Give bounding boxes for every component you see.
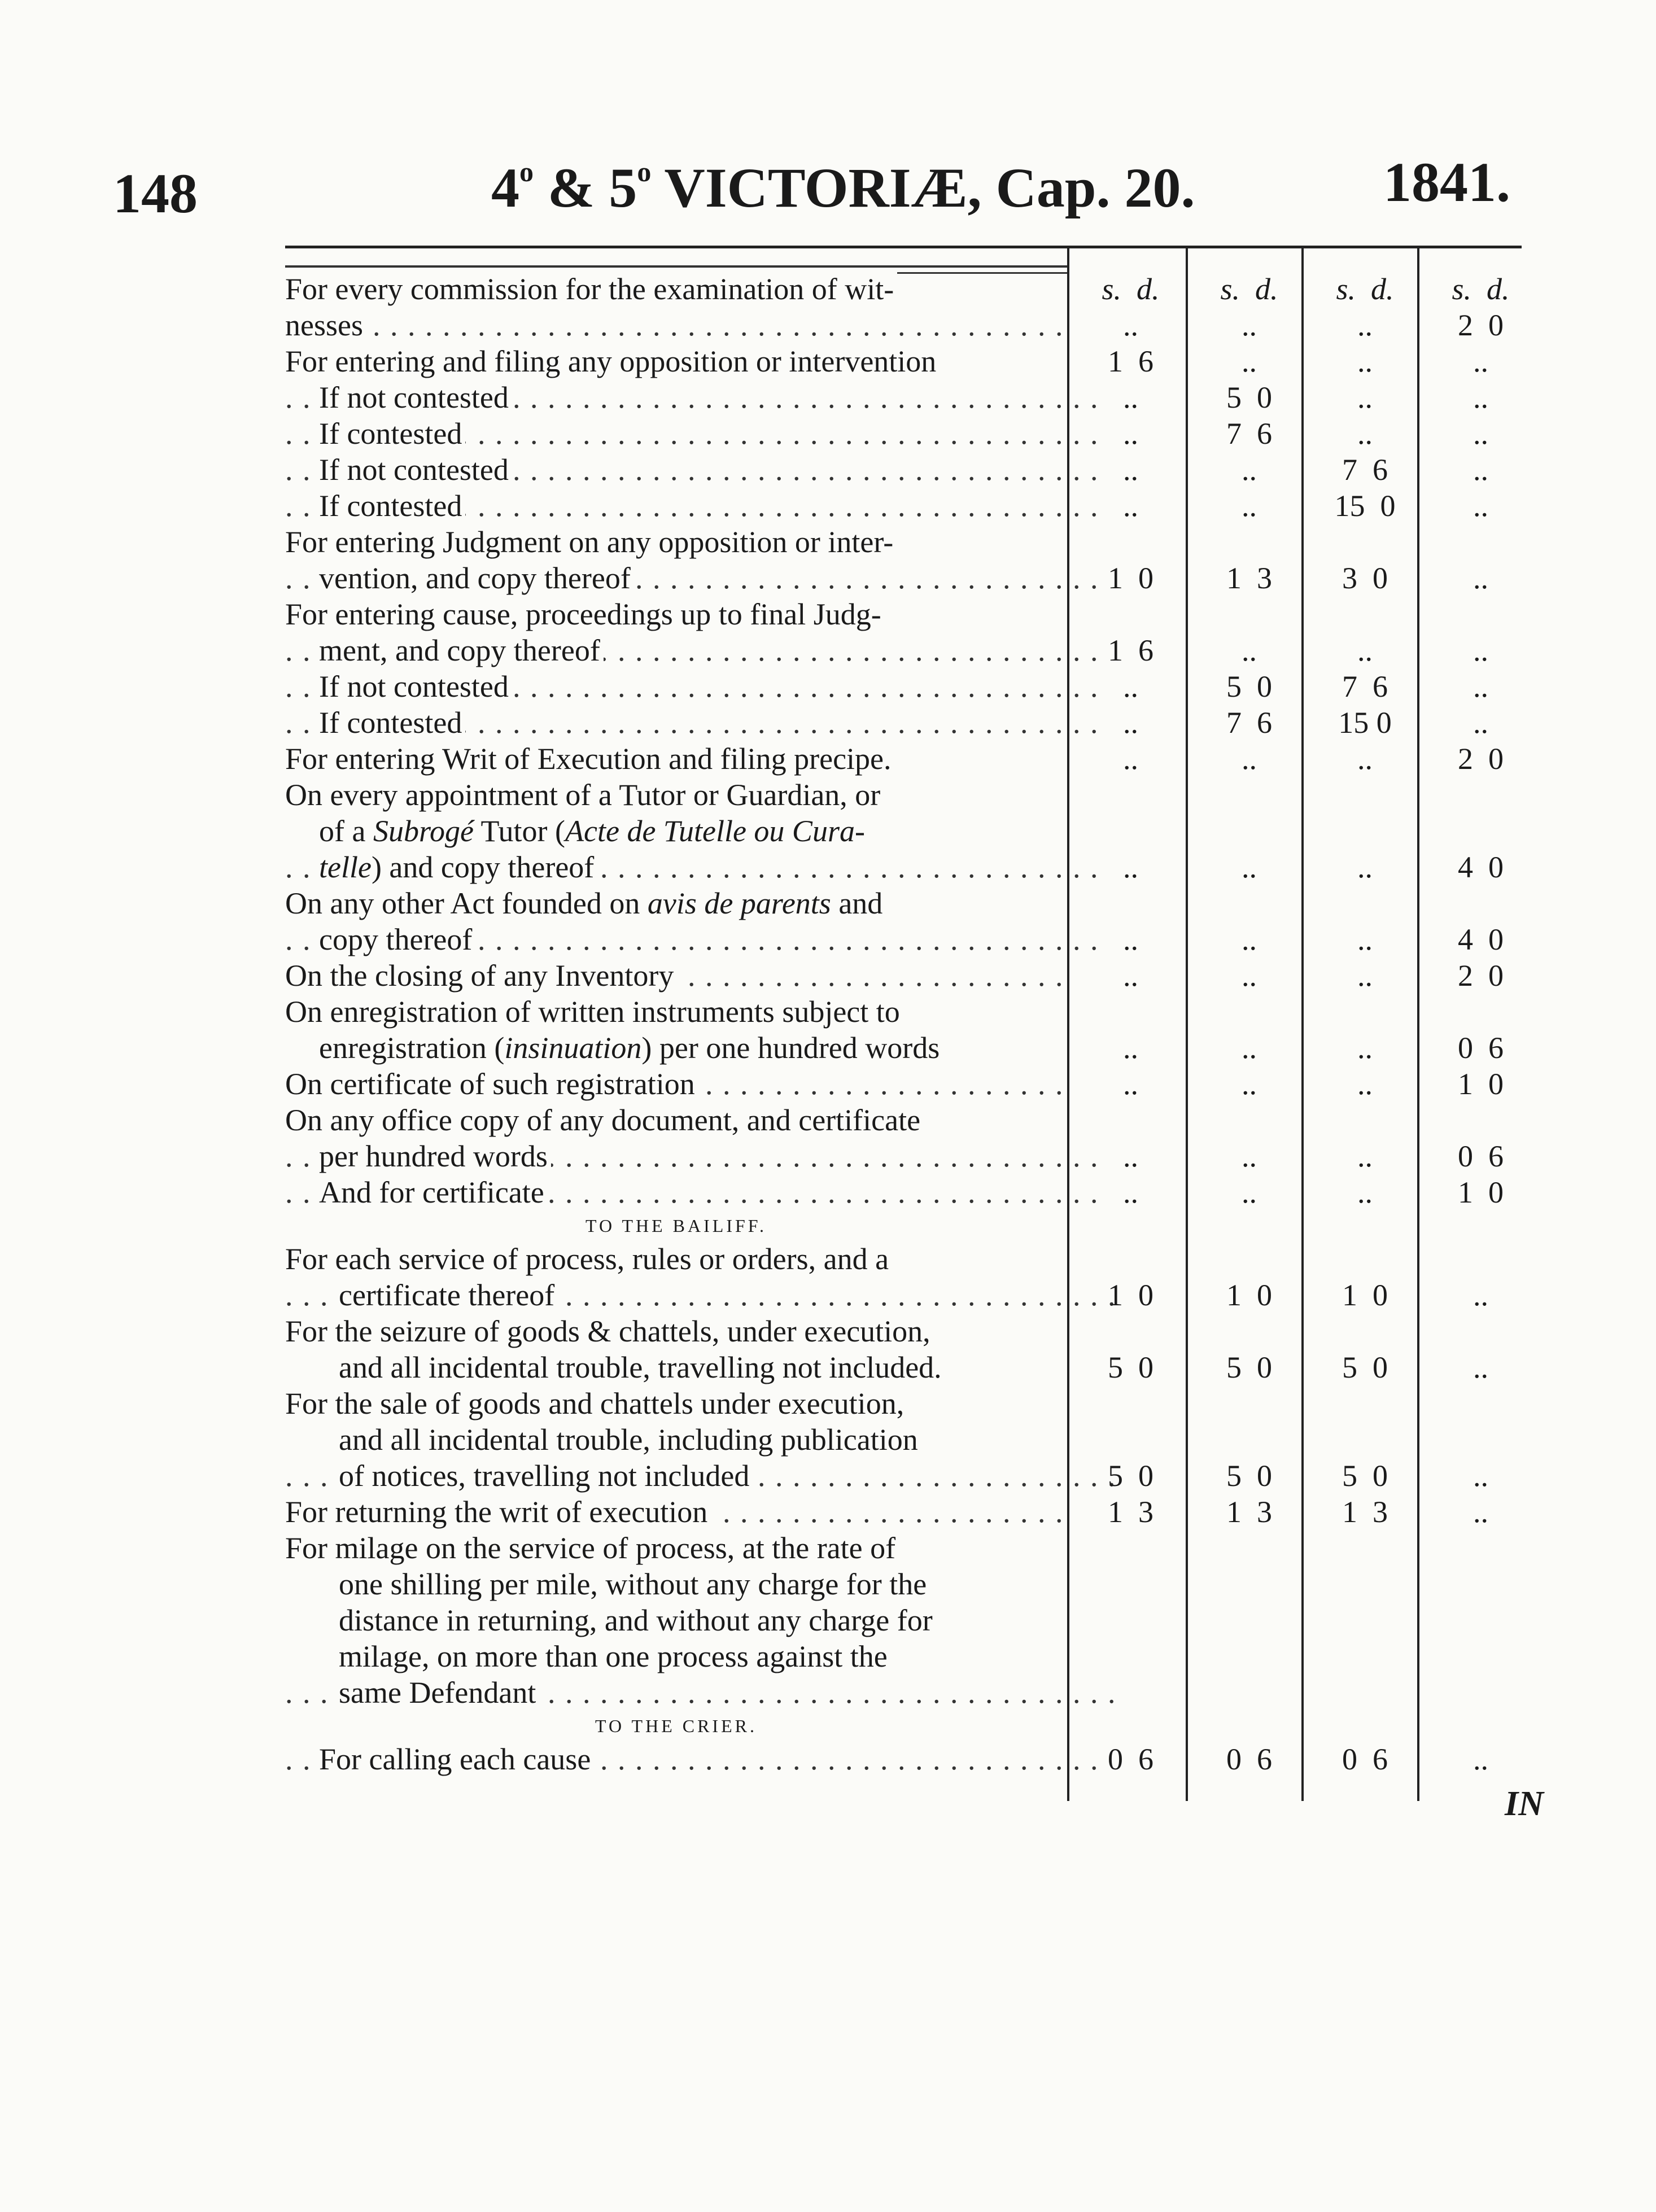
- table-row: [285, 1174, 1527, 1210]
- fee-cell: ..: [1357, 923, 1373, 956]
- fee-description: enregistration (insinuation) per one hundred words: [285, 1030, 1101, 1066]
- fee-cell: 0 6: [1458, 1031, 1504, 1065]
- table-row: [285, 1102, 1527, 1138]
- fee-description: per hundred words . . .: [285, 1138, 1101, 1174]
- fee-description: On enregistration of written instruments subject to: [285, 994, 1067, 1030]
- fee-cell: 2 0: [1458, 742, 1504, 776]
- fee-cell: 1 3: [1342, 1495, 1388, 1529]
- fee-cell: ..: [1242, 1139, 1257, 1173]
- table-top-rule: [285, 265, 1067, 268]
- section-heading: TO THE CRIER.: [595, 1716, 757, 1736]
- fee-cell: 7 6: [1226, 417, 1272, 451]
- fee-cell: ..: [1357, 381, 1373, 414]
- table-row: [285, 1458, 1527, 1494]
- table-row: [285, 994, 1527, 1030]
- table-row: [285, 1313, 1527, 1349]
- fee-cell: 0 6: [1342, 1742, 1388, 1776]
- fee-cell: ..: [1242, 1067, 1257, 1101]
- fee-cell: 1 0: [1226, 1278, 1272, 1312]
- running-title: [491, 155, 1195, 220]
- fee-cell: 1 0: [1108, 1278, 1153, 1312]
- fee-cell: 15 0: [1334, 489, 1396, 523]
- title-degree: o: [637, 156, 652, 187]
- fee-cell: 5 0: [1108, 1459, 1153, 1493]
- header-rule: [285, 246, 1522, 248]
- fee-cell: ..: [1473, 417, 1488, 451]
- column-header: s. d.: [1102, 272, 1160, 306]
- fee-description: For entering cause, proceedings up to final Judg-: [285, 596, 1067, 632]
- table-row: [285, 1066, 1527, 1102]
- fee-cell: ..: [1123, 381, 1138, 414]
- section-heading-row: [285, 1210, 1527, 1241]
- fee-description: If not contested . . .: [285, 452, 1101, 488]
- fee-description: For returning the writ of execution . . .: [285, 1494, 1067, 1530]
- table-row: [285, 777, 1527, 813]
- fee-cell: ..: [1242, 923, 1257, 956]
- fee-description: same Defendant . . .: [285, 1675, 1121, 1711]
- fee-description: certificate thereof . . .: [285, 1277, 1121, 1313]
- fee-cell: ..: [1357, 850, 1373, 884]
- table-row: [285, 1530, 1527, 1566]
- fee-cell: ..: [1123, 670, 1138, 703]
- fee-cell: 1 0: [1458, 1067, 1504, 1101]
- table-row: [285, 741, 1527, 777]
- fee-description: copy thereof . . .: [285, 921, 1101, 958]
- fee-cell: ..: [1357, 633, 1373, 667]
- table-row: [285, 452, 1527, 488]
- fee-cell: ..: [1473, 344, 1488, 378]
- table-row: [285, 416, 1527, 452]
- page-year: 1841.: [1383, 151, 1510, 213]
- fee-cell: ..: [1357, 308, 1373, 342]
- fee-cell: 1 6: [1108, 633, 1153, 667]
- fee-cell: ..: [1473, 633, 1488, 667]
- fee-cell: 5 0: [1226, 670, 1272, 703]
- fee-cell: 2 0: [1458, 959, 1504, 993]
- table-row: [285, 885, 1527, 921]
- table-row: [285, 1638, 1527, 1675]
- table-row: [285, 307, 1527, 343]
- fee-cell: ..: [1123, 417, 1138, 451]
- section-heading: TO THE BAILIFF.: [585, 1216, 767, 1236]
- table-row: [285, 488, 1527, 524]
- fee-cell: 15 0: [1338, 706, 1392, 740]
- fee-description: On the closing of any Inventory . . .: [285, 958, 1067, 994]
- fee-description: On any other Act founded on avis de parents and: [285, 885, 1067, 921]
- fee-cell: ..: [1357, 417, 1373, 451]
- fee-cell: ..: [1357, 742, 1373, 776]
- fee-cell: 0 6: [1458, 1139, 1504, 1173]
- table-row: [285, 524, 1527, 560]
- table-row: [285, 1349, 1527, 1385]
- table-row: [285, 958, 1527, 994]
- fee-cell: ..: [1473, 453, 1488, 487]
- table-row: [285, 560, 1527, 596]
- fee-description: If not contested . . .: [285, 379, 1101, 416]
- fee-cell: ..: [1242, 633, 1257, 667]
- fee-description: If not contested . . .: [285, 668, 1101, 705]
- fee-description: For milage on the service of process, at the rate of: [285, 1530, 1067, 1566]
- fee-cell: ..: [1242, 1031, 1257, 1065]
- title-part: 4: [491, 156, 519, 219]
- fee-cell: ..: [1473, 1278, 1488, 1312]
- fee-cell: ..: [1242, 742, 1257, 776]
- fee-description: For entering and filing any opposition or intervention: [285, 343, 1067, 379]
- fee-description: milage, on more than one process against the: [285, 1638, 1121, 1675]
- fee-cell: 5 0: [1226, 381, 1272, 414]
- fee-cell: ..: [1123, 1067, 1138, 1101]
- fee-cell: ..: [1123, 923, 1138, 956]
- fee-cell: ..: [1357, 1139, 1373, 1173]
- table-row: [285, 1566, 1527, 1602]
- fee-cell: ..: [1473, 489, 1488, 523]
- fee-cell: 1 0: [1342, 1278, 1388, 1312]
- fee-description: For calling each cause . . .: [285, 1741, 1101, 1777]
- fee-table: [285, 271, 1527, 1777]
- fee-description: For each service of process, rules or orders, and a: [285, 1241, 1067, 1277]
- table-row: [285, 705, 1527, 741]
- table-row: [285, 1241, 1527, 1277]
- fee-cell: ..: [1123, 959, 1138, 993]
- fee-cell: ..: [1473, 561, 1488, 595]
- fee-cell: ..: [1123, 1031, 1138, 1065]
- fee-cell: ..: [1123, 706, 1138, 740]
- table-row: [285, 1494, 1527, 1530]
- table-row: [285, 1138, 1527, 1174]
- fee-description: If contested . . .: [285, 705, 1101, 741]
- fee-description: and all incidental trouble, travelling not included.: [285, 1349, 1121, 1385]
- column-header: s. d.: [1336, 272, 1394, 306]
- table-row: [285, 1675, 1527, 1711]
- fee-cell: 3 0: [1342, 561, 1388, 595]
- catchword: IN: [1505, 1785, 1544, 1823]
- fee-cell: ..: [1242, 453, 1257, 487]
- fee-description: one shilling per mile, without any charge for the: [285, 1566, 1121, 1602]
- table-row: [285, 632, 1527, 668]
- fee-description: distance in returning, and without any charge for: [285, 1602, 1121, 1638]
- fee-cell: ..: [1123, 742, 1138, 776]
- fee-cell: ..: [1242, 344, 1257, 378]
- fee-description: On every appointment of a Tutor or Guardian, or: [285, 777, 1067, 813]
- fee-cell: 4 0: [1458, 850, 1504, 884]
- fee-description: of notices, travelling not included . . .: [285, 1458, 1121, 1494]
- fee-cell: ..: [1473, 381, 1488, 414]
- fee-cell: ..: [1123, 453, 1138, 487]
- fee-description: vention, and copy thereof . . .: [285, 560, 1101, 596]
- column-header: s. d.: [1452, 272, 1510, 306]
- title-part: & 5: [534, 156, 637, 219]
- fee-description: For the seizure of goods & chattels, under execution,: [285, 1313, 1067, 1349]
- title-degree: o: [519, 156, 534, 187]
- fee-description: ment, and copy thereof . . .: [285, 632, 1101, 668]
- fee-cell: 5 0: [1226, 1459, 1272, 1493]
- fee-cell: 0 6: [1226, 1742, 1272, 1776]
- table-row: [285, 343, 1527, 379]
- fee-cell: ..: [1357, 1031, 1373, 1065]
- fee-cell: 5 0: [1342, 1459, 1388, 1493]
- table-row: [285, 668, 1527, 705]
- fee-description: nesses . . .: [285, 307, 1067, 343]
- fee-cell: 5 0: [1108, 1350, 1153, 1384]
- fee-cell: 1 6: [1108, 344, 1153, 378]
- fee-cell: ..: [1123, 1175, 1138, 1209]
- fee-cell: 1 3: [1226, 561, 1272, 595]
- fee-cell: 0 6: [1108, 1742, 1153, 1776]
- fee-cell: ..: [1242, 308, 1257, 342]
- fee-cell: ..: [1473, 670, 1488, 703]
- fee-description: telle) and copy thereof . . .: [285, 849, 1101, 885]
- page-header: [113, 144, 1524, 229]
- fee-cell: ..: [1242, 850, 1257, 884]
- table-row: [285, 921, 1527, 958]
- fee-description: If contested . . .: [285, 488, 1101, 524]
- fee-description: On any office copy of any document, and certificate: [285, 1102, 1067, 1138]
- fee-description: For the sale of goods and chattels under execution,: [285, 1385, 1067, 1422]
- fee-cell: ..: [1123, 850, 1138, 884]
- table-row: [285, 1741, 1527, 1777]
- fee-description: On certificate of such registration . . .: [285, 1066, 1067, 1102]
- fee-cell: ..: [1473, 1495, 1488, 1529]
- table-row: [285, 271, 1527, 307]
- fee-cell: ..: [1473, 1742, 1488, 1776]
- fee-cell: ..: [1357, 344, 1373, 378]
- fee-cell: ..: [1242, 1175, 1257, 1209]
- fee-description: For entering Writ of Execution and filing precipe.: [285, 741, 1067, 777]
- fee-cell: ..: [1123, 1139, 1138, 1173]
- fee-cell: 7 6: [1226, 706, 1272, 740]
- fee-cell: 5 0: [1226, 1350, 1272, 1384]
- fee-description: If contested . . .: [285, 416, 1101, 452]
- fee-cell: 7 6: [1342, 670, 1388, 703]
- table-row: [285, 596, 1527, 632]
- fee-cell: ..: [1473, 1350, 1488, 1384]
- table-row: [285, 1030, 1527, 1066]
- title-part: VICTORIÆ, Cap. 20.: [651, 156, 1195, 219]
- fee-cell: 1 0: [1458, 1175, 1504, 1209]
- fee-cell: 2 0: [1458, 308, 1504, 342]
- fee-description: For entering Judgment on any opposition or inter-: [285, 524, 1067, 560]
- table-row: [285, 1602, 1527, 1638]
- fee-cell: 1 0: [1108, 561, 1153, 595]
- fee-cell: ..: [1123, 308, 1138, 342]
- fee-description: For every commission for the examination of wit-: [285, 271, 1067, 307]
- fee-cell: 7 6: [1342, 453, 1388, 487]
- section-heading-row: [285, 1711, 1527, 1741]
- fee-description: And for certificate . . .: [285, 1174, 1101, 1210]
- page-number: 148: [113, 162, 198, 225]
- fee-cell: ..: [1357, 1175, 1373, 1209]
- fee-cell: ..: [1357, 1067, 1373, 1101]
- table-row: [285, 1385, 1527, 1422]
- fee-cell: ..: [1473, 706, 1488, 740]
- fee-cell: ..: [1357, 959, 1373, 993]
- fee-cell: 1 3: [1226, 1495, 1272, 1529]
- fee-description: and all incidental trouble, including publication: [285, 1422, 1121, 1458]
- table-row: [285, 379, 1527, 416]
- fee-description: of a Subrogé Tutor (Acte de Tutelle ou Cura-: [285, 813, 1101, 849]
- fee-cell: ..: [1242, 489, 1257, 523]
- column-header: s. d.: [1220, 272, 1278, 306]
- fee-cell: 5 0: [1342, 1350, 1388, 1384]
- table-row: [285, 849, 1527, 885]
- fee-cell: 4 0: [1458, 923, 1504, 956]
- fee-cell: ..: [1123, 489, 1138, 523]
- table-row: [285, 1277, 1527, 1313]
- fee-cell: 1 3: [1108, 1495, 1153, 1529]
- table-row: [285, 1422, 1527, 1458]
- table-row: [285, 813, 1527, 849]
- fee-cell: ..: [1242, 959, 1257, 993]
- fee-cell: ..: [1473, 1459, 1488, 1493]
